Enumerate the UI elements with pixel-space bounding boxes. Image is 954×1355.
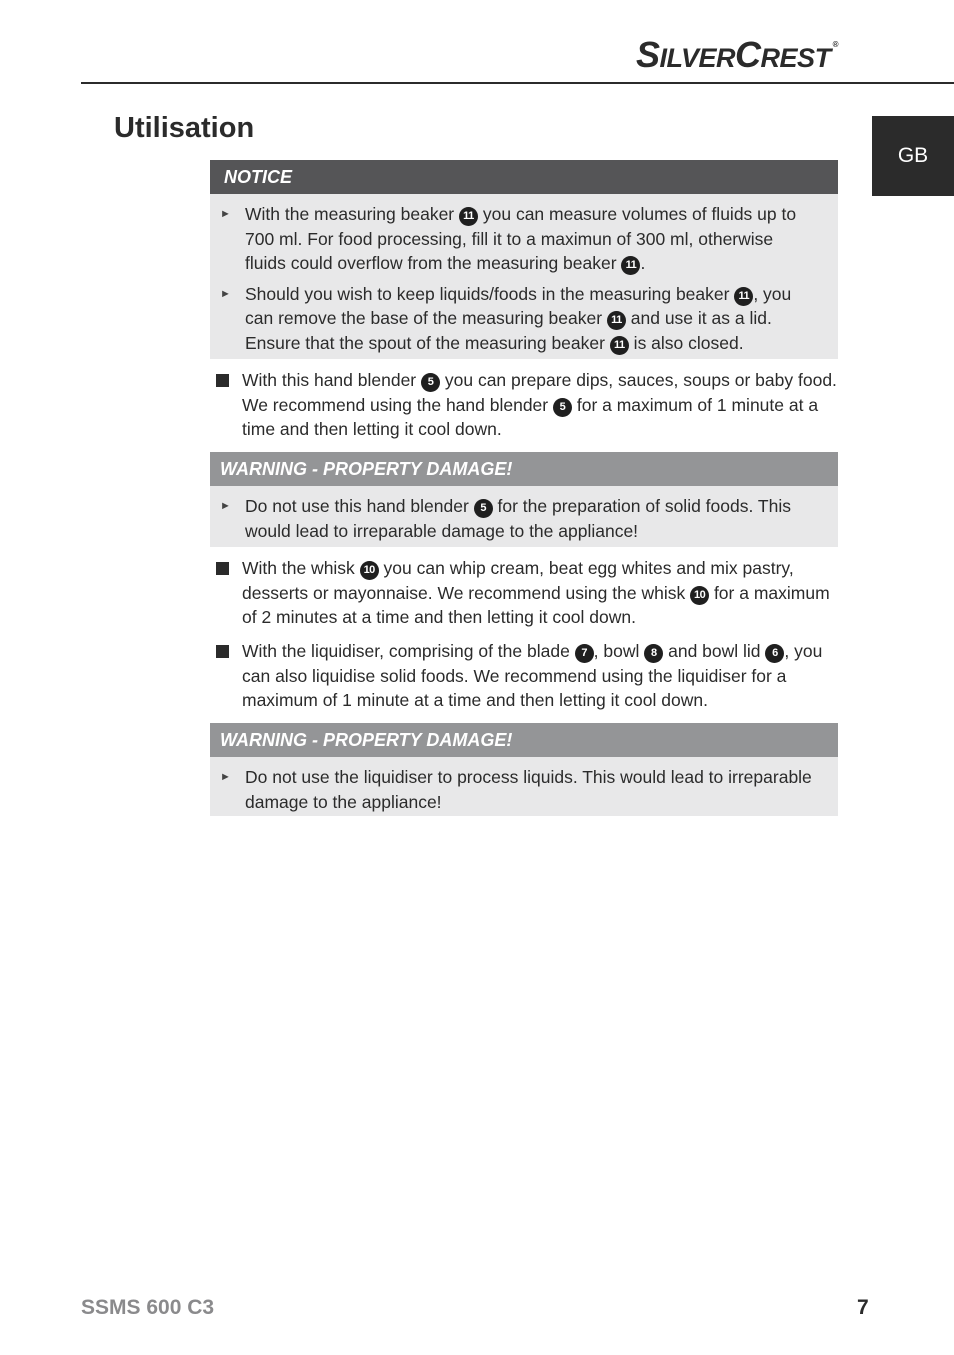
part-number-badge: 10 bbox=[690, 586, 709, 605]
part-number-badge: 11 bbox=[734, 287, 753, 306]
notice-box bbox=[210, 160, 838, 359]
notice-item: ► Should you wish to keep liquids/foods in the measuring beaker 11 , you can remove the base of the measuring beaker 11 and use it as a lid. Ensure that the spout of the measuring beaker 11 is also closed. bbox=[220, 282, 818, 356]
part-number-badge: 5 bbox=[474, 499, 493, 518]
part-number-badge: 11 bbox=[607, 311, 626, 330]
part-number-badge: 8 bbox=[644, 644, 663, 663]
part-number-badge: 10 bbox=[360, 561, 379, 580]
page-title: Utilisation bbox=[114, 112, 255, 144]
warning-heading: WARNING - PROPERTY DAMAGE! bbox=[210, 452, 838, 486]
paragraph-whisk: With the whisk 10 you can whip cream, beat egg whites and mix pastry, desserts or mayonnaise. We recommend using the whisk 10 for a maximum of 2 minutes at a time and then letting it cool down. bbox=[216, 556, 841, 630]
page-number: 7 bbox=[857, 1296, 869, 1319]
warning-box bbox=[210, 452, 838, 547]
warning-item: ► Do not use this hand blender 5 for the preparation of solid foods. This would lead to irreparable damage to the appliance! bbox=[220, 494, 818, 543]
part-number-badge: 5 bbox=[421, 373, 440, 392]
square-bullet-icon bbox=[216, 556, 242, 630]
warning-item: ► Do not use the liquidiser to process liquids. This would lead to irreparable damage to the appliance! bbox=[220, 765, 818, 814]
arrow-bullet-icon: ► bbox=[220, 287, 231, 300]
warning-box bbox=[210, 723, 838, 816]
part-number-badge: 11 bbox=[621, 256, 640, 275]
paragraph-hand-blender: With this hand blender 5 you can prepare dips, sauces, soups or baby food. We recommend using the hand blender 5 for a maximum of 1 minute at a time and then letting it cool down. bbox=[216, 368, 841, 442]
notice-item: ► With the measuring beaker 11 you can measure volumes of fluids up to 700 ml. For food processing, fill it to a maximun of 300 ml, otherwise fluids could overflow from the measuring beaker 11 . bbox=[220, 202, 818, 276]
paragraph-liquidiser: With the liquidiser, comprising of the blade 7 , bowl 8 and bowl lid 6 , you can also liquidise solid foods. We recommend using the liquidiser for a maximum of 1 minute at a time and then letting it cool down. bbox=[216, 639, 841, 713]
arrow-bullet-icon: ► bbox=[220, 771, 231, 783]
part-number-badge: 11 bbox=[610, 336, 629, 355]
arrow-bullet-icon: ► bbox=[220, 208, 231, 220]
part-number-badge: 6 bbox=[765, 644, 784, 663]
square-bullet-icon bbox=[216, 368, 242, 442]
part-number-badge: 7 bbox=[575, 644, 594, 663]
square-bullet-icon bbox=[216, 639, 242, 713]
footer-model: SSMS 600 C3 bbox=[81, 1296, 215, 1319]
brand-logo: SILVERCREST ® bbox=[636, 34, 838, 75]
part-number-badge: 11 bbox=[459, 207, 478, 226]
notice-heading: NOTICE bbox=[210, 160, 838, 194]
language-tab: GB bbox=[872, 116, 954, 196]
arrow-bullet-icon: ► bbox=[220, 500, 231, 512]
warning-heading: WARNING - PROPERTY DAMAGE! bbox=[210, 723, 838, 757]
header-divider bbox=[81, 82, 954, 84]
part-number-badge: 5 bbox=[553, 398, 572, 417]
